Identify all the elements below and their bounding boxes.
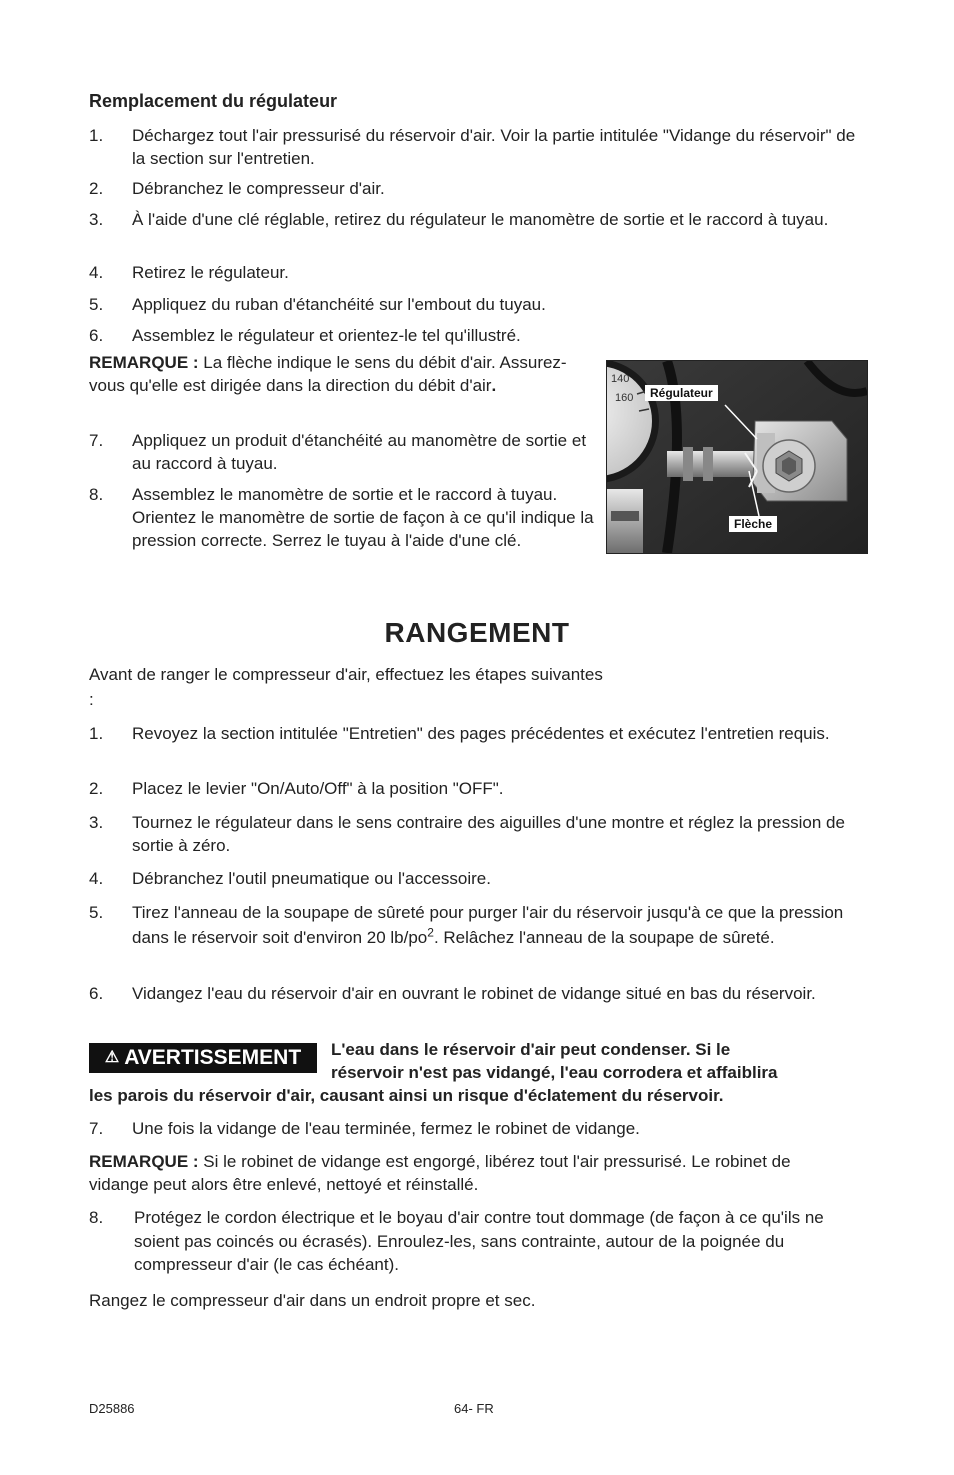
list-number: 2. xyxy=(89,179,104,198)
list-text: Appliquez du ruban d'étanchéité sur l'embout du tuyau. xyxy=(132,295,546,314)
list-text: Placez le levier "On/Auto/Off" à la position "OFF". xyxy=(132,779,504,798)
note-text: La flèche indique le sens du débit d'air. Assurez-vous qu'elle est dirigée dans la direction du débit d'air xyxy=(89,353,567,395)
list-number: 2. xyxy=(89,779,104,798)
list-number: 1. xyxy=(89,126,104,145)
list-number: 3. xyxy=(89,210,104,229)
callout-fleche: Flèche xyxy=(729,516,777,532)
warning-badge-text: AVERTISSEMENT xyxy=(124,1046,302,1069)
intro-paragraph: Avant de ranger le compresseur d'air, effectuez les étapes suivantes : xyxy=(89,665,603,709)
footer-page-number: 64- FR xyxy=(454,1401,494,1416)
list-text: Débranchez le compresseur d'air. xyxy=(132,179,385,198)
list-text-part: . Relâchez l'anneau de la soupape de sûreté. xyxy=(433,928,775,947)
warning-badge xyxy=(89,1043,317,1073)
list-text: Revoyez la section intitulée "Entretien" des pages précédentes et exécutez l'entretien requis. xyxy=(132,724,830,743)
gauge-tick-label: 140 xyxy=(611,373,630,385)
footer-doc-code: D25886 xyxy=(89,1401,135,1416)
list-number: 4. xyxy=(89,263,104,282)
list-text-part: Tirez l'anneau de la soupape de sûreté pour purger l'air du réservoir jusqu'à ce que la pression dans le réservoir soit d'environ 20 lb/po xyxy=(132,903,844,947)
note-end: . xyxy=(491,376,497,395)
list-number: 5. xyxy=(89,903,104,922)
superscript: 2 xyxy=(427,925,434,940)
section-heading: Remplacement du régulateur xyxy=(89,91,338,111)
list-text: Déchargez tout l'air pressurisé du réservoir d'air. Voir la partie intitulée "Vidange du réservoir" de la section sur l'entretien. xyxy=(132,126,856,168)
list-text: Assemblez le manomètre de sortie et le raccord à tuyau. Orientez le manomètre de sortie de façon à ce qu'il indique la pression correcte. Serrez le tuyau à l'aide d'une clé. xyxy=(132,485,594,550)
warning-text-line: réservoir n'est pas vidangé, l'eau corrodera et affaiblira xyxy=(331,1063,778,1082)
page-title: RANGEMENT xyxy=(384,617,570,648)
list-number: 6. xyxy=(89,326,104,345)
list-number: 7. xyxy=(89,1119,104,1138)
list-text: Appliquez un produit d'étanchéité au manomètre de sortie et au raccord à tuyau. xyxy=(132,431,587,473)
list-text: Assemblez le régulateur et orientez-le tel qu'illustré. xyxy=(132,326,521,345)
list-number: 4. xyxy=(89,869,104,888)
list-number: 8. xyxy=(89,1208,104,1227)
warning-text-line: L'eau dans le réservoir d'air peut condenser. Si le xyxy=(331,1040,731,1059)
note-label: REMARQUE : xyxy=(89,1152,199,1171)
callout-regulateur: Régulateur xyxy=(645,385,718,401)
note-paragraph xyxy=(89,351,599,397)
list-number: 6. xyxy=(89,984,104,1003)
list-text: Une fois la vidange de l'eau terminée, fermez le robinet de vidange. xyxy=(132,1119,640,1138)
list-text: Débranchez l'outil pneumatique ou l'accessoire. xyxy=(132,869,491,888)
list-text: Tournez le régulateur dans le sens contraire des aiguilles d'une montre et réglez la pression de sortie à zéro. xyxy=(132,813,845,855)
list-number: 8. xyxy=(89,485,104,504)
list-text: Retirez le régulateur. xyxy=(132,263,289,282)
gauge-tick-label: 160 xyxy=(615,392,634,404)
list-text xyxy=(132,900,869,950)
list-number: 3. xyxy=(89,813,104,832)
warning-text-line: les parois du réservoir d'air, causant ainsi un risque d'éclatement du réservoir. xyxy=(89,1086,724,1105)
list-number: 7. xyxy=(89,431,104,450)
list-text: Protégez le cordon électrique et le boyau d'air contre tout dommage (de façon à ce qu'ils ne soient pas coincés ou écrasés). Enroulez-les, sans contrainte, autour de la poignée du compresseur d'air (le cas échéant). xyxy=(134,1208,824,1274)
closing-paragraph: Rangez le compresseur d'air dans un endroit propre et sec. xyxy=(89,1291,536,1310)
note-paragraph xyxy=(89,1150,829,1196)
note-label: REMARQUE : xyxy=(89,353,199,372)
list-number: 1. xyxy=(89,724,104,743)
list-text: Vidangez l'eau du réservoir d'air en ouvrant le robinet de vidange situé en bas du réservoir. xyxy=(132,984,816,1003)
list-text: À l'aide d'une clé réglable, retirez du régulateur le manomètre de sortie et le raccord à tuyau. xyxy=(132,210,829,229)
note-text: Si le robinet de vidange est engorgé, libérez tout l'air pressurisé. Le robinet de vidange peut alors être enlevé, nettoyé et réinstallé. xyxy=(89,1152,791,1194)
warning-triangle-icon: ⚠ xyxy=(104,1049,120,1066)
regulator-photo xyxy=(606,360,868,554)
list-number: 5. xyxy=(89,295,104,314)
